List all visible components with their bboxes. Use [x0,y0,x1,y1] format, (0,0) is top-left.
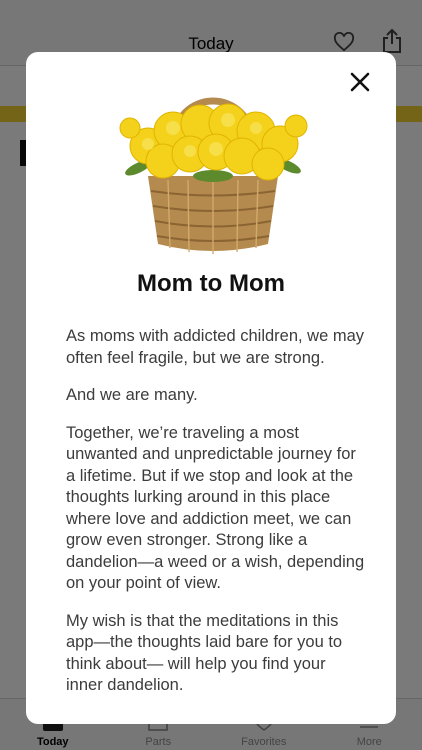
modal-title: Mom to Mom [137,270,285,297]
paragraph: Together, we’re traveling a most unwanted and unpredictable journey for a lifetime. But if we stop and look at the thoughts lurking around in this place where love and addiction meet, we can grow even stronger. Strong like a dandelion—a weed or a wish, depending on your point of view. [66,423,365,592]
paragraph: My wish is that the meditations in this app—the thoughts laid bare for you to think about— will help you find your inner dandelion. [66,611,343,694]
close-button[interactable] [346,68,374,96]
paragraph: As moms with addicted children, we may often feel fragile, but we are strong. [66,327,365,367]
modal-card [26,52,396,724]
dandelion-basket-image [118,76,308,258]
modal-body [66,326,366,713]
paragraph: And we are many. [66,386,198,404]
close-icon [346,68,374,96]
